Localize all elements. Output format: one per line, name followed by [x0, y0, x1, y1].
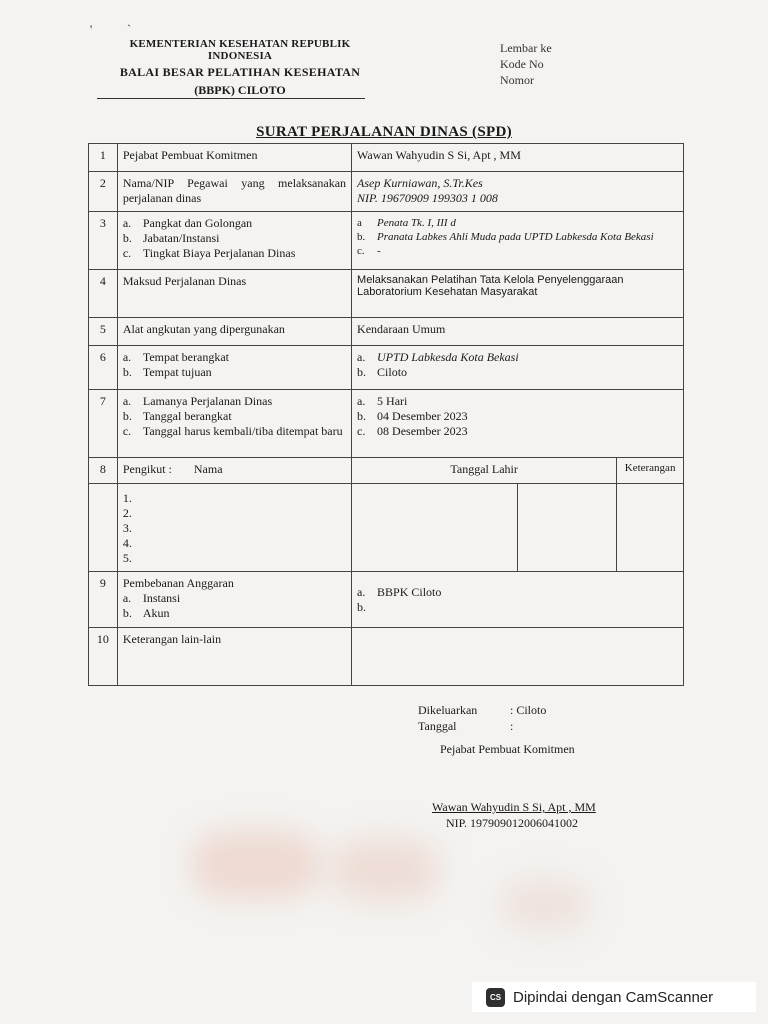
row-value [352, 212, 684, 270]
item-key: b. [122, 606, 132, 620]
item-key: a. [122, 350, 132, 364]
signer-nip: NIP. 197909012006041002 [446, 816, 579, 830]
item-key: b. [357, 365, 367, 379]
ministry-name: KEMENTERIAN KESEHATAN REPUBLIK INDONESIA [129, 38, 351, 62]
item-key: c. [357, 245, 365, 257]
row-value: Wawan Wahyudin S Si, Apt , MM [352, 144, 684, 172]
document-title: SURAT PERJALANAN DINAS (SPD) [256, 124, 512, 140]
row-value: Melaksanakan Pelatihan Tata Kelola Penyelenggaraan Laboratorium Kesehatan Masyarakat [352, 270, 684, 318]
birthdate-cell [517, 484, 616, 572]
item-label: Tanggal harus kembali/tiba ditempat baru [142, 424, 343, 438]
departure-date: 04 Desember 2023 [377, 409, 468, 423]
date-value: : [510, 719, 514, 733]
row-label: Pejabat Pembuat Komitmen [117, 144, 351, 172]
item-key: b. [357, 600, 367, 614]
spd-table [88, 143, 684, 686]
item-label: Tanggal berangkat [142, 409, 232, 423]
table-row [89, 318, 684, 346]
row-label [117, 572, 351, 628]
name-column-label: Nama [193, 462, 223, 476]
item-key: a [357, 217, 362, 229]
scan-marks: ' ` [90, 22, 148, 36]
row-label [117, 212, 351, 270]
agency-value: BBPK Ciloto [377, 585, 442, 599]
paper-stain [500, 880, 590, 930]
item-key: b. [122, 365, 132, 379]
item-key: a. [122, 591, 132, 605]
item-key: b. [357, 231, 366, 243]
followers-list [117, 484, 351, 572]
item-label: Pangkat dan Golongan [142, 216, 253, 230]
item-key: a. [357, 394, 366, 408]
list-item: 2. [122, 506, 132, 520]
row-label [117, 458, 351, 484]
row-label: Nama/NIP Pegawai yang melaksanakan perjalanan dinas [117, 172, 351, 212]
item-label: Tempat berangkat [142, 350, 229, 364]
note-cell [617, 484, 684, 572]
letterhead-rule [97, 98, 365, 99]
employee-nip: NIP. 19670909 199303 1 008 [357, 191, 498, 205]
item-key: a. [357, 585, 366, 599]
item-key: c. [357, 424, 366, 438]
institution-abbr: (BBPK) CILOTO [194, 83, 286, 97]
cost-level-value: - [377, 245, 381, 257]
position-value: Pranata Labkes Ahli Muda pada UPTD Labkesda Kota Bekasi [377, 231, 654, 243]
birthdate-cell [352, 484, 518, 572]
item-key: a. [122, 216, 132, 230]
row-number: 7 [89, 390, 118, 458]
paper-stain [190, 830, 320, 900]
row-label [117, 346, 351, 390]
row-number: 10 [89, 628, 118, 686]
camscanner-watermark [472, 982, 756, 1012]
row-number: 4 [89, 270, 118, 318]
issued-value: : Ciloto [510, 703, 547, 717]
followers-label: Pengikut : [122, 462, 172, 476]
item-label: Tingkat Biaya Perjalanan Dinas [142, 246, 296, 260]
item-label: Jabatan/Instansi [142, 231, 220, 245]
employee-name: Asep Kurniawan, S.Tr.Kes [357, 176, 483, 190]
item-label: Instansi [142, 591, 181, 605]
item-label: Lamanya Perjalanan Dinas [142, 394, 273, 408]
item-key: a. [122, 394, 132, 408]
row-value [352, 390, 684, 458]
row-number: 8 [89, 458, 118, 484]
table-row [89, 484, 684, 572]
signer-name: Wawan Wahyudin S Si, Apt , MM [432, 800, 596, 814]
row-value [352, 172, 684, 212]
item-key: b. [122, 409, 132, 423]
row-number: 1 [89, 144, 118, 172]
row-number-empty [89, 484, 118, 572]
row-label: Alat angkutan yang dipergunakan [117, 318, 351, 346]
table-row [89, 346, 684, 390]
item-key: c. [122, 246, 132, 260]
birthdate-column-header: Tanggal Lahir [352, 458, 617, 484]
row-label [117, 390, 351, 458]
row-value: Kendaraan Umum [352, 318, 684, 346]
document-meta [500, 40, 552, 88]
issued-label: Dikeluarkan [418, 703, 478, 717]
table-row [89, 144, 684, 172]
date-label: Tanggal [418, 719, 457, 733]
item-label: Akun [142, 606, 170, 620]
table-row [89, 270, 684, 318]
row-number: 2 [89, 172, 118, 212]
number-label: Nomor [500, 73, 534, 87]
list-item: 5. [122, 551, 132, 565]
destination-place: Ciloto [377, 365, 408, 379]
row-number: 9 [89, 572, 118, 628]
table-row [89, 172, 684, 212]
row-label: Maksud Perjalanan Dinas [117, 270, 351, 318]
table-row [89, 458, 684, 484]
rank-value: Penata Tk. I, III d [377, 217, 456, 229]
note-column-header: Keterangan [617, 458, 684, 484]
row-label: Keterangan lain-lain [117, 628, 351, 686]
paper-stain [330, 840, 440, 900]
row-number: 5 [89, 318, 118, 346]
letterhead [100, 38, 380, 98]
item-key: a. [357, 350, 366, 364]
duration-value: 5 Hari [377, 394, 408, 408]
table-row [89, 628, 684, 686]
row-number: 6 [89, 346, 118, 390]
sheet-number-label: Lembar ke [500, 41, 552, 55]
signer-title: Pejabat Pembuat Komitmen [440, 742, 575, 756]
departure-place: UPTD Labkesda Kota Bekasi [377, 350, 519, 364]
row-value [352, 572, 684, 628]
item-key: b. [122, 231, 132, 245]
table-row [89, 390, 684, 458]
institution-name: BALAI BESAR PELATIHAN KESEHATAN [119, 65, 361, 79]
list-item: 4. [122, 536, 132, 550]
camscanner-logo-icon: CS [486, 988, 505, 1007]
row-value [352, 346, 684, 390]
row-value [352, 628, 684, 686]
table-row [89, 572, 684, 628]
row-number: 3 [89, 212, 118, 270]
issuance-block [418, 702, 546, 734]
list-item: 3. [122, 521, 132, 535]
table-row [89, 212, 684, 270]
watermark-text: Dipindai dengan CamScanner [513, 988, 714, 1006]
item-label: Tempat tujuan [142, 365, 212, 379]
return-date: 08 Desember 2023 [377, 424, 468, 438]
code-number-label: Kode No [500, 57, 544, 71]
list-item: 1. [122, 491, 132, 505]
item-key: b. [357, 409, 367, 423]
account-value [377, 600, 678, 615]
item-key: c. [122, 424, 132, 438]
budget-label: Pembebanan Anggaran [122, 576, 234, 590]
